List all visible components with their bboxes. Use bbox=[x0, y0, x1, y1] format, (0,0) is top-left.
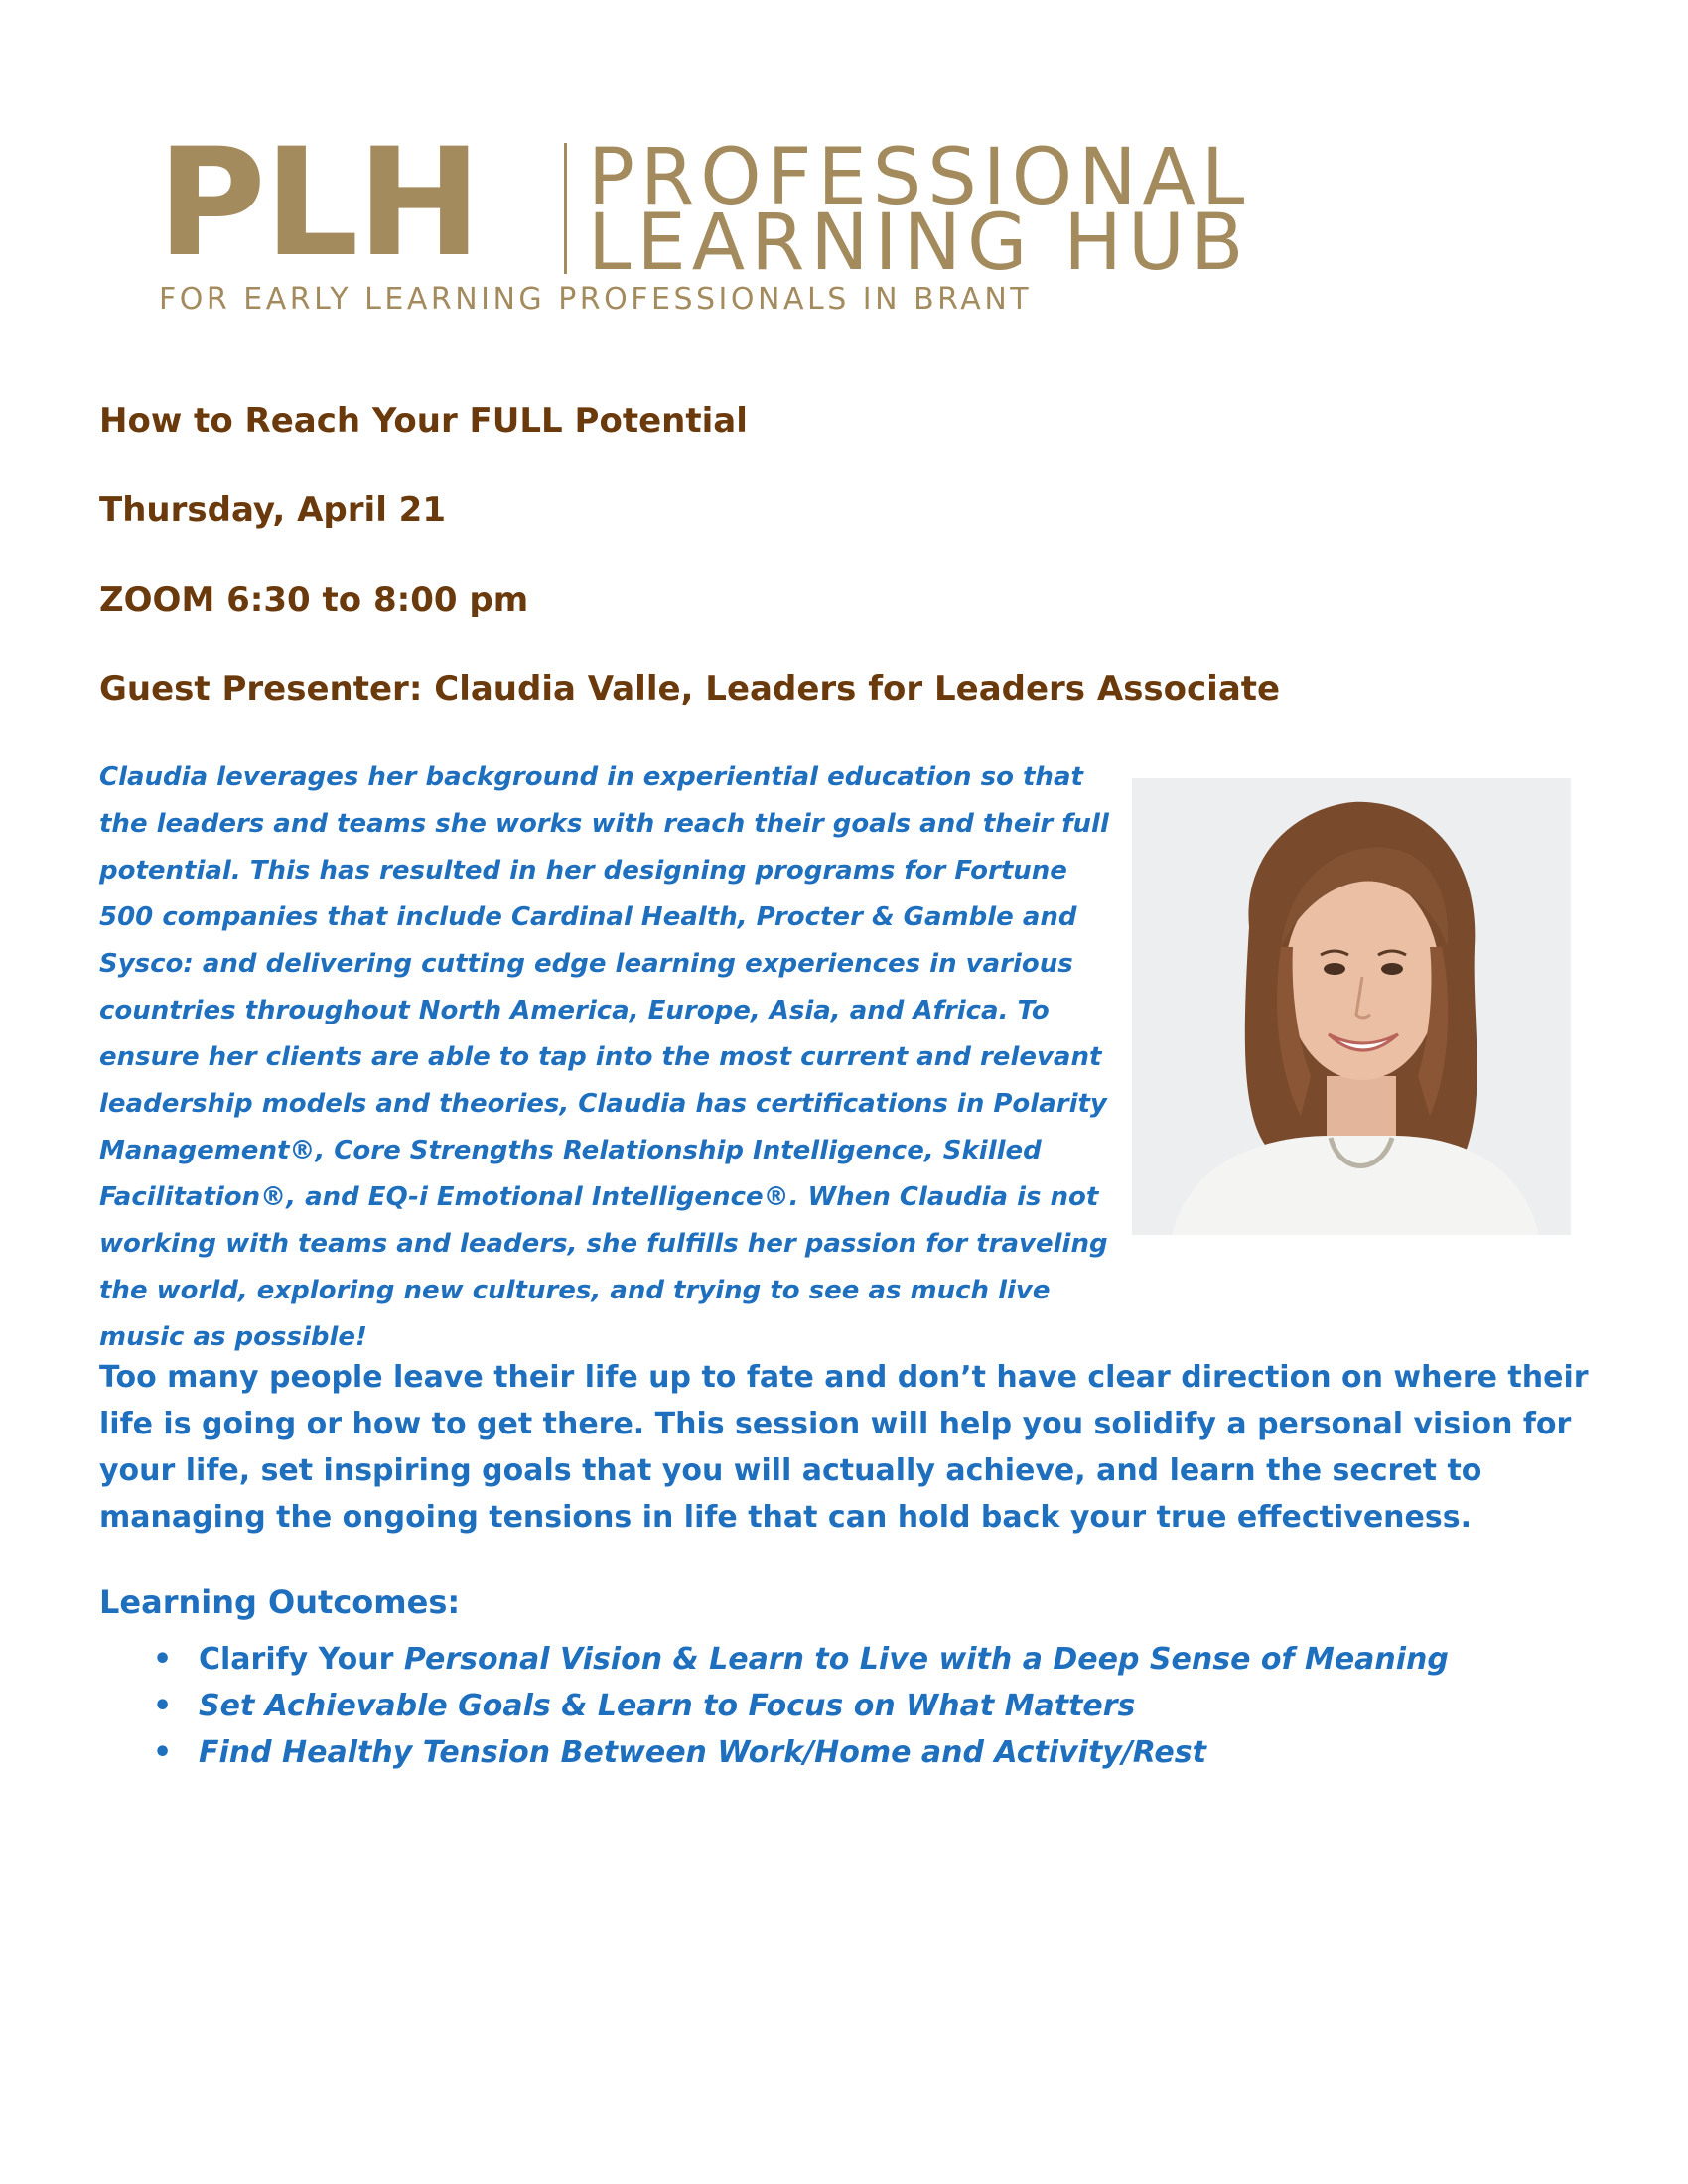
logo-line-professional: PROFESSIONAL bbox=[588, 133, 1251, 222]
plh-logo bbox=[149, 117, 1539, 318]
outcome-text: Set Achievable Goals & Learn to Focus on What Matters bbox=[199, 1689, 1136, 1723]
logo-line-learning-hub: LEARNING HUB bbox=[588, 199, 1250, 288]
bullet-icon: • bbox=[153, 1735, 173, 1770]
event-presenter: Guest Presenter: Claudia Valle, Leaders for Leaders Associate bbox=[99, 669, 1281, 709]
session-description: Too many people leave their life up to fate and don’t have clear direction on where their life is going or how to get there. This session will help you solidify a personal vision for your life, set inspiring goals that you will actually achieve, and learn the secret to managing the ongoing tensions in life that can hold back your true effectiveness. bbox=[99, 1360, 1589, 1535]
outcome-text: Personal Vision & Learn to Live with a Deep Sense of Meaning bbox=[403, 1642, 1449, 1677]
presenter-bio: Claudia leverages her background in experiential education so that the leaders and teams she works with reach their goals and their full potential. This has resulted in her designing programs for Fortune 500 companies that include Cardinal Health, Procter & Gamble and Sysco: and delivering cutting edge learning experiences in various countries throughout North America, Europe, Asia, and Africa. To ensure her clients are able to tap into the most current and relevant leadership models and theories, Claudia has certifications in Polarity Management®, Core Strengths Relationship Intelligence, Skilled Facilitation®, and EQ-i Emotional Intelligence®. When Claudia is not working with teams and leaders, she fulfills her passion for traveling the world, exploring new cultures, and trying to see as much live music as possible! bbox=[99, 762, 1109, 1352]
event-title: How to Reach Your FULL Potential bbox=[99, 401, 748, 441]
learning-outcomes-list bbox=[99, 1636, 1449, 1776]
list-item bbox=[99, 1729, 1449, 1776]
event-time: ZOOM 6:30 to 8:00 pm bbox=[99, 580, 529, 619]
bullet-icon: • bbox=[153, 1689, 173, 1723]
logo-divider bbox=[564, 143, 567, 274]
event-date: Thursday, April 21 bbox=[99, 490, 446, 530]
learning-outcomes-title: Learning Outcomes: bbox=[99, 1583, 461, 1621]
outcome-lead: Clarify Your bbox=[199, 1642, 404, 1677]
list-item bbox=[99, 1683, 1449, 1729]
bullet-icon: • bbox=[153, 1642, 173, 1677]
list-item bbox=[99, 1636, 1449, 1683]
presenter-photo bbox=[1132, 778, 1571, 1235]
logo-acronym: PLH bbox=[157, 117, 481, 290]
portrait-illustration bbox=[1132, 778, 1571, 1235]
logo-tagline: FOR EARLY LEARNING PROFESSIONALS IN BRANT bbox=[159, 282, 1033, 317]
outcome-text: Find Healthy Tension Between Work/Home and Activity/Rest bbox=[199, 1735, 1206, 1770]
